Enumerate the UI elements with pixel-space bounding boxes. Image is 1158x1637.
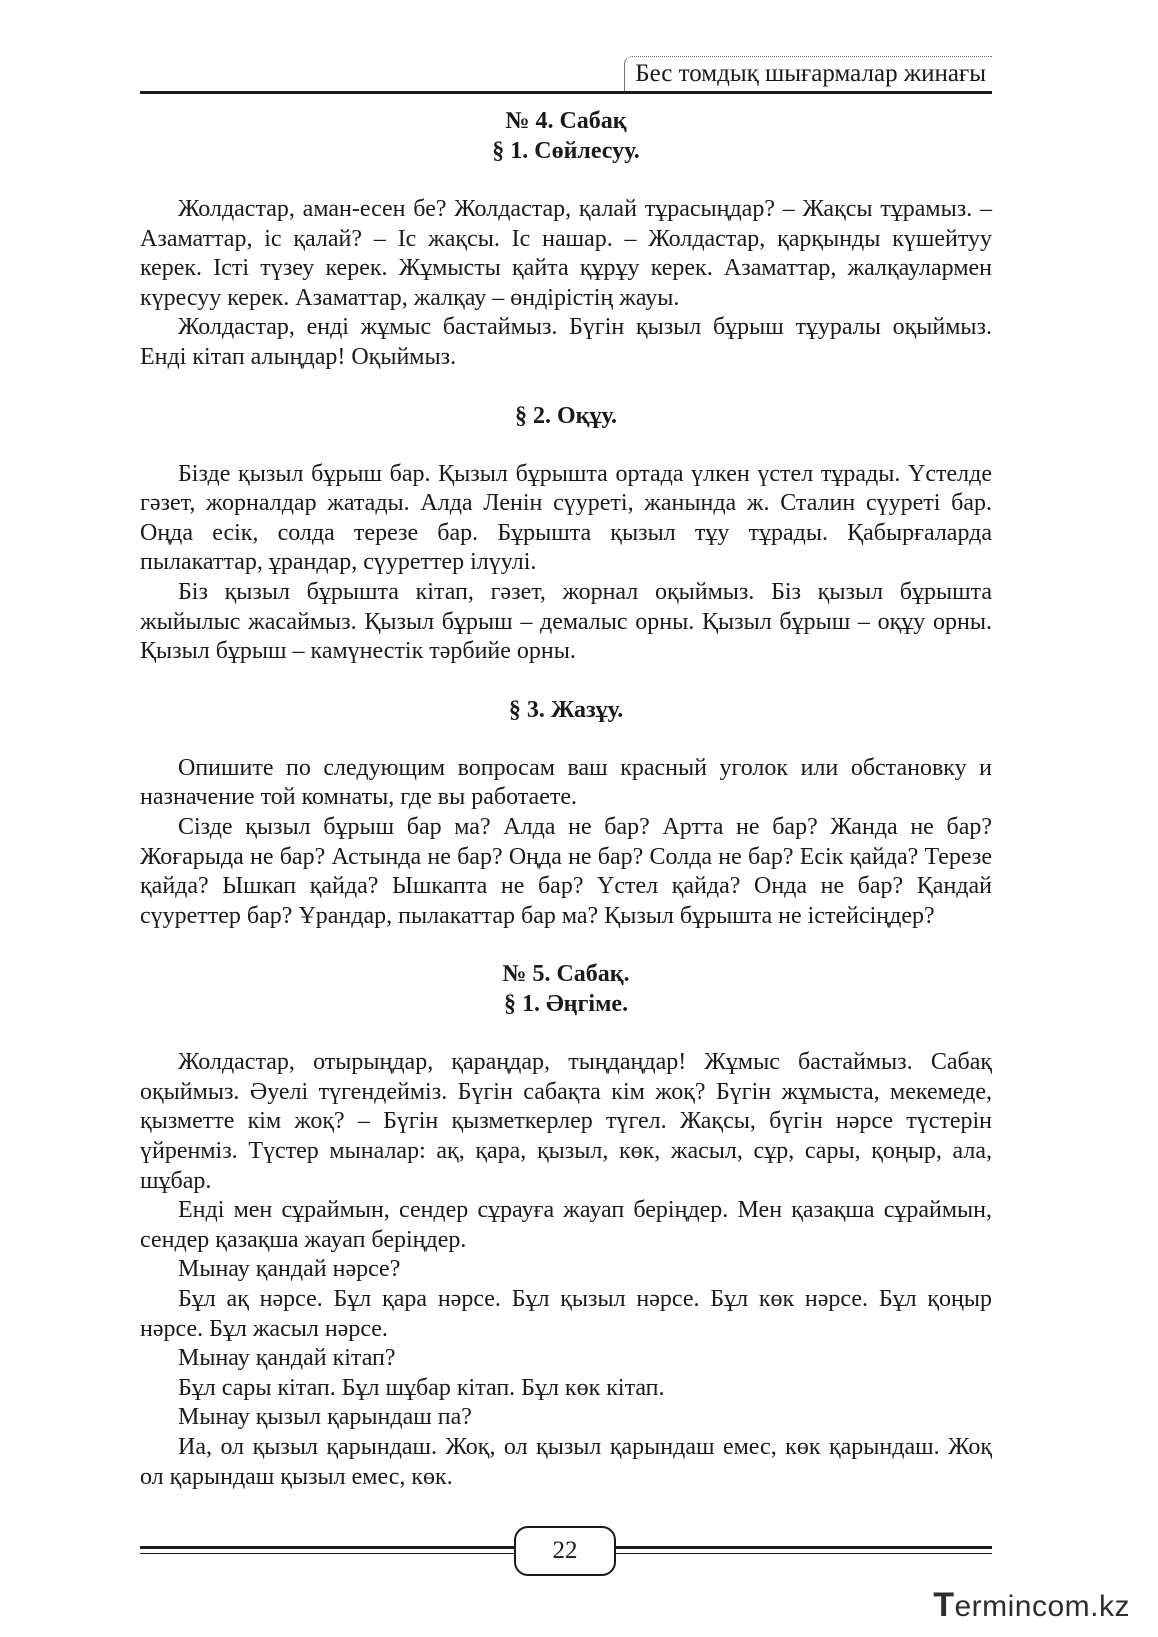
section-heading: § 3. Жазұу. (508, 696, 624, 723)
paragraph: Сізде қызыл бұрыш бар ма? Алда не бар? Артта не бар? Жанда не бар? Жоғарыда не бар? Астында не бар? Оңда не бар? Солда не бар? Есік қайда? Терезе қайда? Ышкап қайда? Ышкапта не бар? Үстел қайда? Онда не бар? Қандай сүуреттер бар? Ұрандар, пылакаттар бар ма? Қызыл бұрышта не істейсіңдер? (140, 813, 992, 929)
footer-rule-right-thin (612, 1553, 992, 1554)
paragraph: Жолдастар, аман-есен бе? Жолдастар, қалай тұрасыңдар? – Жақсы тұрамыз. – Азаматтар, іс қалай? – Іс жақсы. Іс нашар. – Жолдастар, қарқынды күшейтуу керек. Істі түзеу керек. Жұмысты қайта құрұу керек. Азаматтар, жалқаулармен күресуу керек. Азаматтар, жалқау – өндірістің жауы. (140, 196, 992, 311)
lesson-heading: № 5. Сабақ. (502, 961, 630, 988)
paragraph: Опишите по следующим вопросам ваш красный уголок или обстановку и назначение той комнаты, где вы работаете. (140, 754, 992, 811)
writing-section (140, 695, 992, 932)
lesson-heading: № 4. Сабақ (505, 108, 627, 134)
section-heading: § 1. Сөйлесуу. (492, 138, 640, 164)
paragraph: Бізде қызыл бұрыш бар. Қызыл бұрышта ортада үлкен үстел тұрады. Үстелде гәзет, жорналдар жатады. Алда Ленін сүуреті, жанында ж. Сталин сүуреті бар. Оңда есік, солда терезе бар. Бұрышта қызыл тұу тұрады. Қабырғаларда пылакаттар, ұрандар, сүуреттер ілүулі. (140, 460, 992, 576)
section-heading: § 2. Оқұу. (514, 402, 618, 429)
page-body (140, 106, 992, 1492)
paragraph: Мынау қандай нәрсе? (178, 1256, 401, 1283)
lesson-5-conversation-section (140, 959, 992, 1492)
footer-rule-left (140, 1546, 514, 1549)
paragraph: Енді мен сұраймын, сендер сұрауға жауап беріңдер. Мен қазақша сұраймын, сендер қазақша жауап беріңдер. (140, 1197, 992, 1253)
footer-rule-left-thin (140, 1553, 514, 1554)
running-head-title: Бес томдық шығармалар жинағы (635, 60, 986, 87)
paragraph: Мынау қандай кітап? (178, 1345, 396, 1372)
running-head-frame (624, 56, 992, 91)
paragraph: Жолдастар, отырыңдар, қараңдар, тыңдаңдар! Жұмыс бастаймыз. Сабақ оқыймыз. Әуелі түгендейміз. Бүгін сабақта кім жоқ? Бүгін жұмыста, мекемеде, қызметте кім жоқ? – Бүгін қызметкерлер түгел. Жақсы, бүгін нәрсе түстерін үйренміз. Түстер мыналар: ақ, қара, қызыл, көк, жасыл, сұр, сары, қоңыр, ала, шұбар. (140, 1049, 992, 1194)
paragraph: Жолдастар, енді жұмыс бастаймыз. Бүгін қызыл бұрыш тұуралы оқыймыз. Енді кітап алыңдар! Оқыймыз. (140, 314, 992, 370)
section-heading: § 1. Әңгіме. (503, 991, 629, 1018)
header-rule (140, 91, 992, 94)
page-footer (140, 1526, 992, 1576)
paragraph: Мынау қызыл қарындаш па? (178, 1404, 472, 1431)
paragraph: Біз қызыл бұрышта кітап, гәзет, жорнал оқыймыз. Біз қызыл бұрышта жыйылыс жасаймыз. Қызыл бұрыш – демалыс орны. Қызыл бұрыш – оқұу орны. Қызыл бұрыш – камүнестік тәрбийе орны. (140, 578, 992, 665)
page-number-frame (514, 1526, 616, 1576)
paragraph: Бұл сары кітап. Бұл шұбар кітап. Бұл көк кітап. (178, 1374, 665, 1401)
watermark-logo: Termincom.kz (933, 1586, 1130, 1624)
paragraph: Бұл ақ нәрсе. Бұл қара нәрсе. Бұл қызыл нәрсе. Бұл көк нәрсе. Бұл қоңыр нәрсе. Бұл жасыл нәрсе. (140, 1286, 992, 1342)
paragraph: Иа, ол қызыл қарындаш. Жоқ, ол қызыл қарындаш емес, көк қарындаш. Жоқ ол қарындаш қызыл емес, көк. (140, 1434, 992, 1490)
page-number: 22 (552, 1537, 578, 1564)
lesson-4-speaking-section (140, 106, 992, 373)
reading-section (140, 401, 992, 667)
running-head (140, 52, 992, 94)
footer-rule-right (612, 1546, 992, 1549)
